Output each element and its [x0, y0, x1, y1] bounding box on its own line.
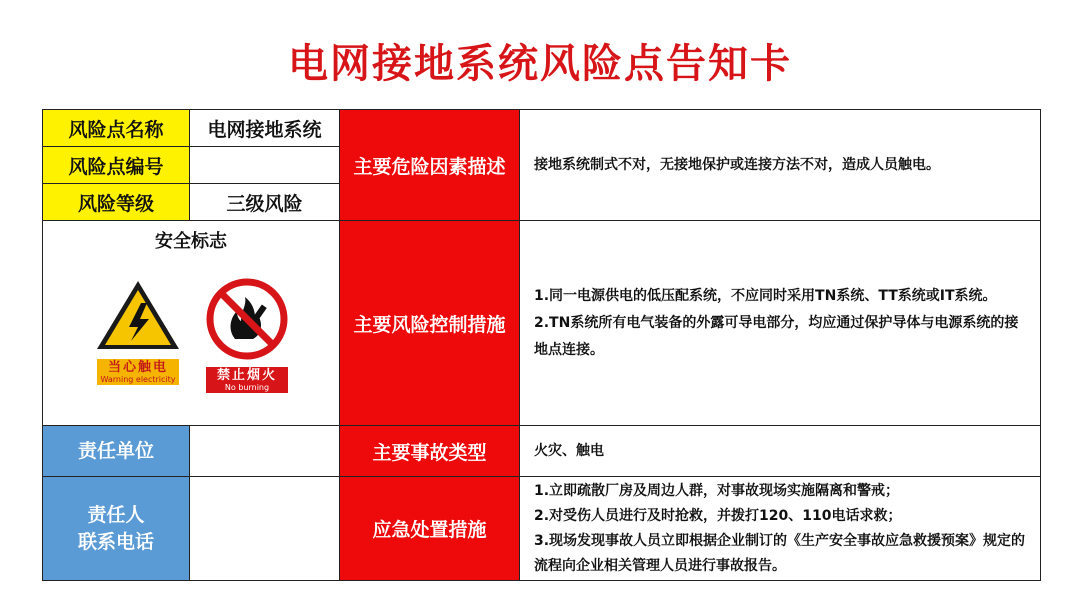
emergency-item: 3.现场发现事故人员立即根据企业制订的《生产安全事故应急救援预案》规定的流程向企业相关管理人员进行事故报告。 [534, 532, 1026, 574]
responsible-person-value [190, 477, 340, 581]
control-text [520, 221, 1041, 426]
control-item: 2.TN系统所有电气装备的外露可导电部分，均应通过保护导体与电源系统的接地点连接。 [534, 314, 1019, 358]
hazard-text: 接地系统制式不对，无接地保护或连接方法不对，造成人员触电。 [520, 110, 1041, 221]
electric-warning-label: 当心触电 Warning electricity [97, 359, 179, 385]
risk-card-table [42, 109, 1041, 581]
risk-number-value [190, 147, 340, 184]
no-burning-sign [205, 277, 289, 393]
responsible-unit-value [190, 426, 340, 477]
safety-signs-title: 安全标志 [155, 231, 227, 252]
hazard-label: 主要危险因素描述 [340, 110, 520, 221]
control-item: 1.同一电源供电的低压配系统，不应同时采用TN系统、TT系统或IT系统。 [534, 287, 997, 304]
no-burning-label: 禁止烟火 No burning [206, 367, 288, 393]
risk-number-label: 风险点编号 [43, 147, 190, 184]
electric-warning-icon [93, 277, 183, 353]
safety-signs-panel [43, 221, 340, 426]
emergency-item: 2.对受伤人员进行及时抢救，并拨打120、110电话求救； [534, 507, 902, 524]
risk-name-value: 电网接地系统 [190, 110, 340, 147]
risk-name-label: 风险点名称 [43, 110, 190, 147]
control-label: 主要风险控制措施 [340, 221, 520, 426]
emergency-label: 应急处置措施 [340, 477, 520, 581]
accident-type-label: 主要事故类型 [340, 426, 520, 477]
risk-level-label: 风险等级 [43, 184, 190, 221]
accident-type-text: 火灾、触电 [520, 426, 1041, 477]
risk-level-value: 三级风险 [190, 184, 340, 221]
responsible-unit-label: 责任单位 [43, 426, 190, 477]
responsible-person-label: 责任人 联系电话 [43, 477, 190, 581]
electric-warning-sign [93, 277, 183, 393]
page-title: 电网接地系统风险点告知卡 [288, 41, 792, 87]
no-burning-icon [205, 277, 289, 361]
emergency-text [520, 477, 1041, 581]
emergency-item: 1.立即疏散厂房及周边人群，对事故现场实施隔离和警戒； [534, 482, 900, 499]
